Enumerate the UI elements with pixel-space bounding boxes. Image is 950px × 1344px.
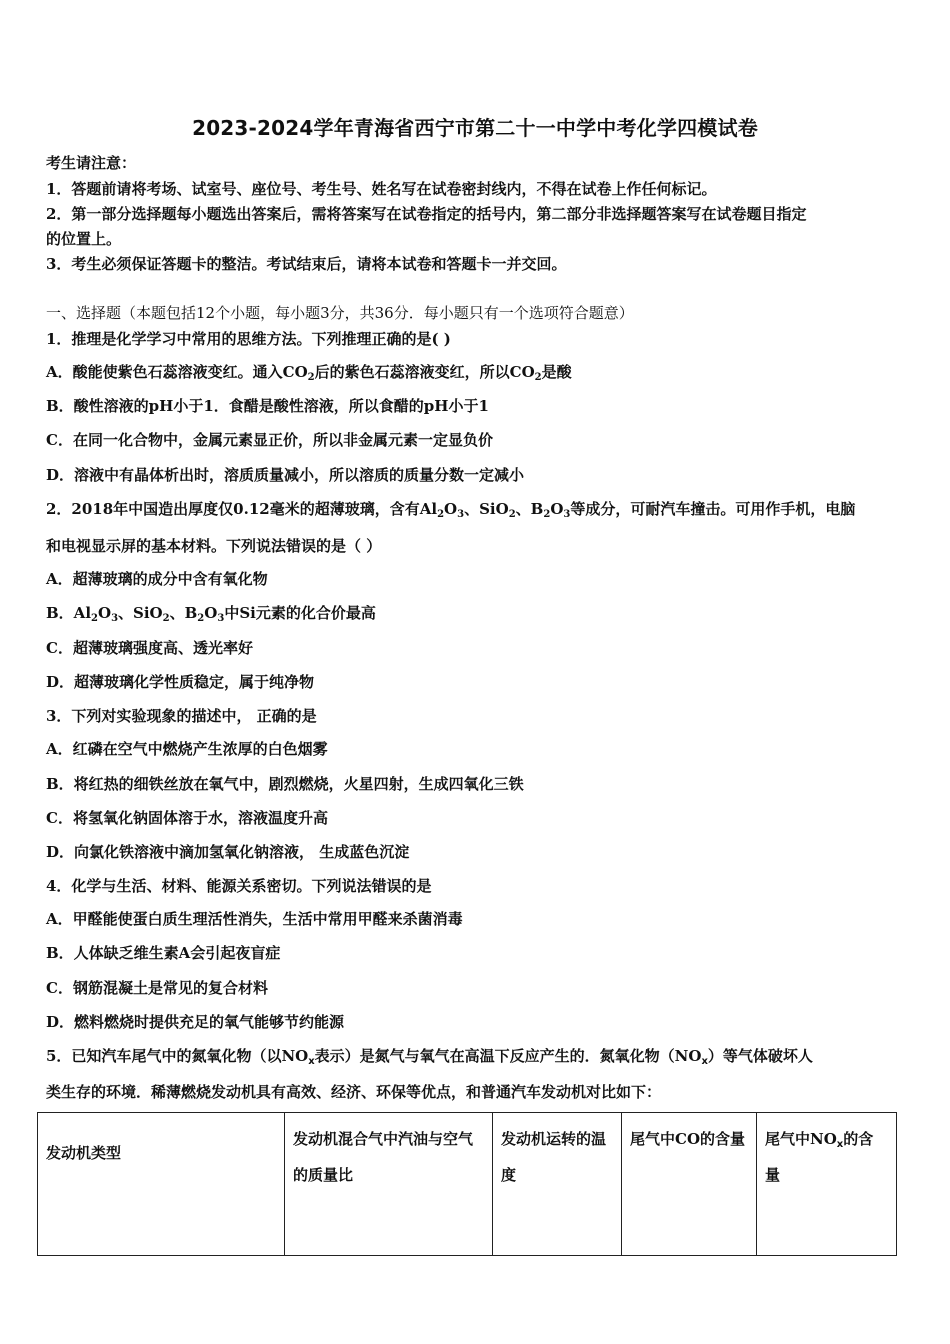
header-co-content: 尾气中CO的含量 bbox=[622, 1113, 757, 1256]
q5-stem-cont: 类生存的环境．稀薄燃烧发动机具有高效、经济、环保等优点，和普通汽车发动机对比如下： bbox=[46, 1083, 662, 1101]
q3-stem: 3．下列对实验现象的描述中， 正确的是 bbox=[46, 707, 317, 725]
q2-option-b: B．$Al_2O_3$、SiO$_2$、$B_2O_3$中Si元素的化合价最高 bbox=[46, 604, 376, 624]
q1-option-a: A．酸能使紫色石蕊溶液变红。通入$CO_2$后的紫色石蕊溶液变红，所以$CO_2$是酸 bbox=[46, 363, 572, 383]
notice-item-2: 2．第一部分选择题每小题选出答案后，需将答案写在试卷指定的括号内，第二部分非选择题答案写在试卷题目指定 bbox=[46, 205, 807, 223]
page-title: 2023-2024学年青海省西宁市第二十一中学中考化学四模试卷 bbox=[192, 116, 758, 140]
header-operating-temp: 发动机运转的温度 bbox=[493, 1113, 622, 1256]
q4-option-b: B．人体缺乏维生素A会引起夜盲症 bbox=[46, 944, 281, 962]
q2-option-a: A．超薄玻璃的成分中含有氧化物 bbox=[46, 570, 268, 588]
q1-option-b: B．酸性溶液的pH小于1．食醋是酸性溶液，所以食醋的pH小于1 bbox=[46, 397, 489, 415]
q4-option-c: C．钢筋混凝土是常见的复合材料 bbox=[46, 979, 268, 997]
header-fuel-air-ratio: 发动机混合气中汽油与空气的质量比 bbox=[285, 1113, 493, 1256]
q5-stem: 5．已知汽车尾气中的氮氧化物（以$NO_x$表示）是氮气与氧气在高温下反应产生的．氮氧化物$(NO_x)$等气体破坏人 bbox=[46, 1047, 813, 1067]
q4-option-a: A．甲醛能使蛋白质生理活性消失，生活中常用甲醛来杀菌消毒 bbox=[46, 910, 463, 928]
q3-option-b: B．将红热的细铁丝放在氧气中，剧烈燃烧，火星四射，生成四氧化三铁 bbox=[46, 775, 524, 793]
q1-option-c: C．在同一化合物中，金属元素显正价，所以非金属元素一定显负价 bbox=[46, 431, 493, 449]
q4-stem: 4．化学与生活、材料、能源关系密切。下列说法错误的是 bbox=[46, 877, 432, 895]
engine-comparison-table bbox=[37, 1112, 897, 1256]
q2-option-d: D．超薄玻璃化学性质稳定，属于纯净物 bbox=[46, 673, 315, 691]
notice-item-2-cont: 的位置上。 bbox=[46, 230, 122, 248]
q1-stem: 1．推理是化学学习中常用的思维方法。下列推理正确的是( ) bbox=[46, 330, 451, 348]
header-nox-content: 尾气中$NO_x$的含量 bbox=[757, 1113, 897, 1256]
q3-option-c: C．将氢氧化钠固体溶于水，溶液温度升高 bbox=[46, 809, 328, 827]
q3-option-d: D．向氯化铁溶液中滴加氢氧化钠溶液， 生成蓝色沉淀 bbox=[46, 843, 410, 861]
q4-option-d: D．燃料燃烧时提供充足的氧气能够节约能源 bbox=[46, 1013, 345, 1031]
notice-item-3: 3．考生必须保证答题卡的整洁。考试结束后，请将本试卷和答题卡一并交回。 bbox=[46, 255, 567, 273]
q2-option-c: C．超薄玻璃强度高、透光率好 bbox=[46, 639, 253, 657]
q2-stem: 2．2018年中国造出厚度仅0.12毫米的超薄玻璃，含有$Al_2O_3$、SiO$_2$、$B_2O_3$等成分，可耐汽车撞击。可用作手机，电脑 bbox=[46, 500, 856, 520]
header-engine-type: 发动机类型 bbox=[38, 1113, 285, 1256]
q3-option-a: A．红磷在空气中燃烧产生浓厚的白色烟雾 bbox=[46, 740, 328, 758]
q2-stem-cont: 和电视显示屏的基本材料。下列说法错误的是（ ） bbox=[46, 537, 382, 555]
section-heading: 一、选择题（本题包括12个小题，每小题3分，共36分．每小题只有一个选项符合题意） bbox=[46, 304, 634, 322]
table-header-row bbox=[38, 1113, 897, 1256]
q1-option-d: D．溶液中有晶体析出时，溶质质量减小，所以溶质的质量分数一定减小 bbox=[46, 466, 525, 484]
notice-heading: 考生请注意： bbox=[46, 154, 137, 172]
notice-item-1: 1．答题前请将考场、试室号、座位号、考生号、姓名写在试卷密封线内，不得在试卷上作任何标记。 bbox=[46, 180, 717, 198]
